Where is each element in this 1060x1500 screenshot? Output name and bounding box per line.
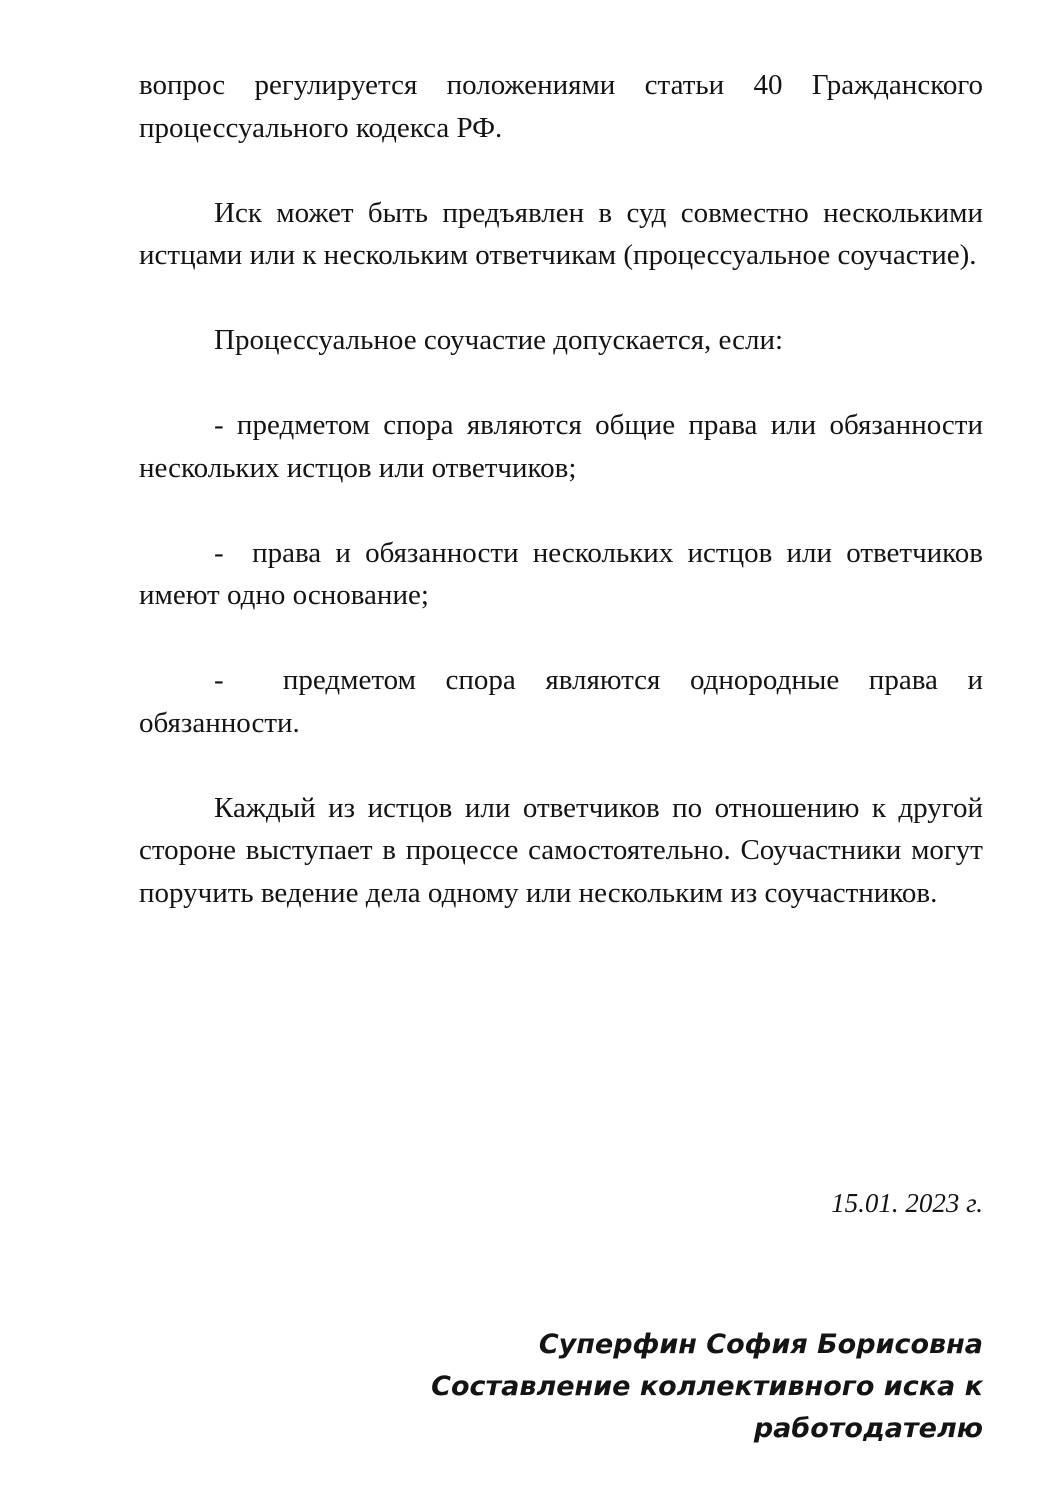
paragraph-joinder-conditions-intro: Процессуальное соучастие допускается, если: (214, 324, 784, 356)
signature-title-line2: работодателю (753, 1413, 983, 1444)
signature-author: Суперфин София Борисовна (538, 1329, 983, 1360)
list-item-condition-3: - предметом спора являются однородные права и обязанности. (139, 664, 991, 739)
signature-block (283, 1324, 983, 1450)
document-body (139, 64, 991, 914)
paragraph-joinder-definition: Иск может быть предъявлен в суд совместно несколькими истцами или к нескольким ответчикам (процессуальное соучастие). (139, 196, 983, 271)
signature-title-line1: Составление коллективного иска к (431, 1371, 983, 1402)
list-item-condition-1: - предметом спора являются общие права или обязанности нескольких истцов или ответчиков; (139, 409, 991, 484)
document-date: 15.01. 2023 г. (831, 1188, 983, 1218)
paragraph-article-reference: вопрос регулируется положениями статьи 40 Гражданского процессуального кодекса РФ. (139, 69, 983, 144)
paragraph-coparticipants: Каждый из истцов или ответчиков по отношению к другой стороне выступает в процессе самостоятельно. Соучастники могут поручить ведение дела одному или нескольким из соучастников. (139, 791, 983, 909)
list-item-condition-2: - права и обязанности нескольких истцов или ответчиков имеют одно основание; (139, 536, 991, 611)
